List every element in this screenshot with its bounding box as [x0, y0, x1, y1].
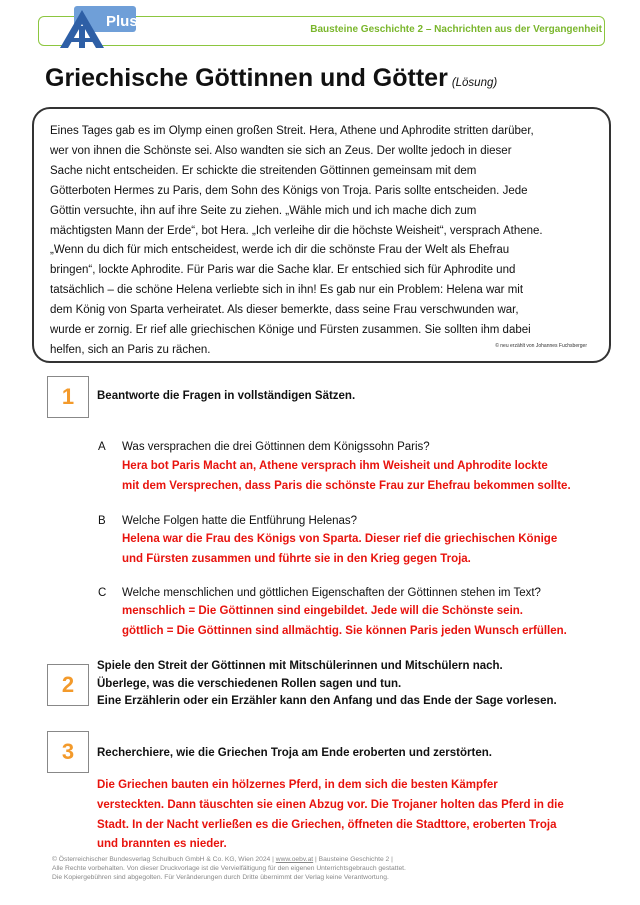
answer-line: Stadt. In der Nacht verließen es die Griechen, öffneten die Stadttore, eroberten Troja: [97, 818, 557, 831]
story-box: [32, 107, 611, 363]
question-letter: B: [98, 515, 106, 527]
question-letter: C: [98, 587, 107, 599]
copyright-footer: [52, 855, 406, 882]
title-main: Griechische Göttinnen und Götter: [45, 64, 448, 92]
question-text: Welche Folgen hatte die Entführung Helenas?: [122, 515, 358, 527]
story-line: Göttin versuchte, ihn auf ihre Seite zu ziehen. „Wähle mich und ich mache dich zum: [50, 204, 477, 217]
task1-instruction: Beantworte die Fragen in vollständigen Sätzen.: [97, 390, 356, 402]
task-line: Eine Erzählerin oder ein Erzähler kann den Anfang und das Ende der Sage vorlesen.: [97, 695, 557, 707]
answer-line: versteckten. Dann täuschten sie einen Abzug vor. Die Trojaner holten das Pferd in die: [97, 798, 564, 811]
task-number-box: [47, 731, 89, 773]
answer-text: [122, 529, 557, 569]
answer-text: [122, 456, 571, 496]
page-title: [45, 64, 497, 93]
task-number: 3: [61, 739, 75, 764]
question-text: Welche menschlichen und göttlichen Eigenschaften der Göttinnen stehen im Text?: [122, 587, 541, 599]
title-solution-note: (Lösung): [451, 77, 498, 89]
answer-line: göttlich = Die Göttinnen sind allmächtig. Sie können Paris jeden Wunsch erfüllen.: [122, 625, 567, 637]
task3-instruction: Recherchiere, wie die Griechen Troja am Ende eroberten und zerstörten.: [97, 747, 492, 759]
story-line: dem König von Sparta verheiratet. Als dieser bemerkte, dass seine Frau verschwunden war,: [50, 304, 519, 317]
publisher-link[interactable]: www.oebv.at: [275, 856, 314, 863]
answer-text: [122, 601, 567, 641]
story-line: helfen, sich an Paris zu rächen.: [50, 343, 211, 356]
publisher-logo: [56, 4, 138, 48]
story-line: mächtigsten Mann der Erde“, bot Hera. „Ich verleihe dir die höchste Weisheit“, versprach Athene.: [50, 224, 543, 237]
task-number: 2: [61, 672, 75, 697]
footer-line: Die Kopiergebühren sind abgegolten. Für Veränderungen durch Dritte übernimmt der Verlag keine Verantwortung.: [52, 874, 389, 881]
answer-line: und Fürsten zusammen und führte sie in den Krieg gegen Troja.: [122, 553, 471, 565]
task2-instruction: [97, 658, 557, 711]
header-subtitle: Bausteine Geschichte 2 – Nachrichten aus der Vergangenheit: [310, 24, 602, 35]
question-letter: A: [98, 441, 106, 453]
task-line: Überlege, was die verschiedenen Rollen sagen und tun.: [97, 677, 402, 690]
story-line: Sache nicht entscheiden. Er schickte die streitenden Göttinnen gemeinsam mit dem: [50, 164, 477, 177]
task3-answer: [97, 776, 564, 855]
story-line: „Wenn du dich für mich entscheidest, werde ich dir die schönste Frau der Welt als Ehefrau: [50, 244, 510, 257]
answer-line: mit dem Versprechen, dass Paris die schönste Frau zur Ehefrau bekommen sollte.: [122, 480, 571, 492]
task-number-box: [47, 376, 89, 418]
task-number: 1: [61, 384, 75, 409]
footer-line: Alle Rechte vorbehalten. Von dieser Druckvorlage ist die Vervielfältigung für den eigenen Unterrichtsgebrauch gestattet.: [52, 865, 406, 872]
story-line: bringen“, lockte Aphrodite. Für Paris war die Sache klar. Er entschied sich für Aphrodite und: [50, 264, 516, 277]
footer-text: | Bausteine Geschichte 2 |: [313, 856, 393, 863]
answer-line: menschlich = Die Göttinnen sind eingebildet. Jede will die Schönste sein.: [122, 605, 523, 617]
answer-line: Die Griechen bauten ein hölzernes Pferd, in dem sich die besten Kämpfer: [97, 779, 498, 791]
answer-line: Helena war die Frau des Königs von Sparta. Dieser rief die griechischen Könige: [122, 533, 558, 545]
logo-label: Plus: [106, 13, 138, 30]
task-number-box: [47, 664, 89, 706]
task-line: Spiele den Streit der Göttinnen mit Mitschülerinnen und Mitschülern nach.: [97, 660, 503, 672]
story-line: Götterboten Hermes zu Paris, dem Sohn des Königs von Troja. Paris sollte entscheiden. Jede: [50, 184, 528, 197]
story-text: [50, 122, 595, 361]
answer-line: Hera bot Paris Macht an, Athene versprach ihm Weisheit und Aphrodite lockte: [122, 460, 548, 472]
story-line: Eines Tages gab es im Olymp einen großen Streit. Hera, Athene und Aphrodite stritten darüber,: [50, 125, 534, 137]
story-line: tatsächlich – die schöne Helena verliebte sich in ihn! Es gab nur ein Problem: Helena war mit: [50, 284, 524, 297]
story-line: wurde er zornig. Er rief alle griechischen Könige und Fürsten zusammen. Sie sollten ihm dabei: [50, 324, 531, 337]
story-line: wer von ihnen die Schönste sei. Also wandten sie sich an Zeus. Der wollte jedoch in dieser: [50, 144, 512, 157]
footer-line: [52, 855, 406, 864]
answer-line: und brannten es nieder.: [97, 838, 227, 851]
question-text: Was versprachen die drei Göttinnen dem Königssohn Paris?: [122, 441, 430, 453]
footer-text: © Österreichischer Bundesverlag Schulbuch GmbH & Co. KG, Wien 2024 |: [52, 856, 276, 863]
story-credit: © neu erzählt von Johannes Fuchsberger: [495, 343, 587, 349]
